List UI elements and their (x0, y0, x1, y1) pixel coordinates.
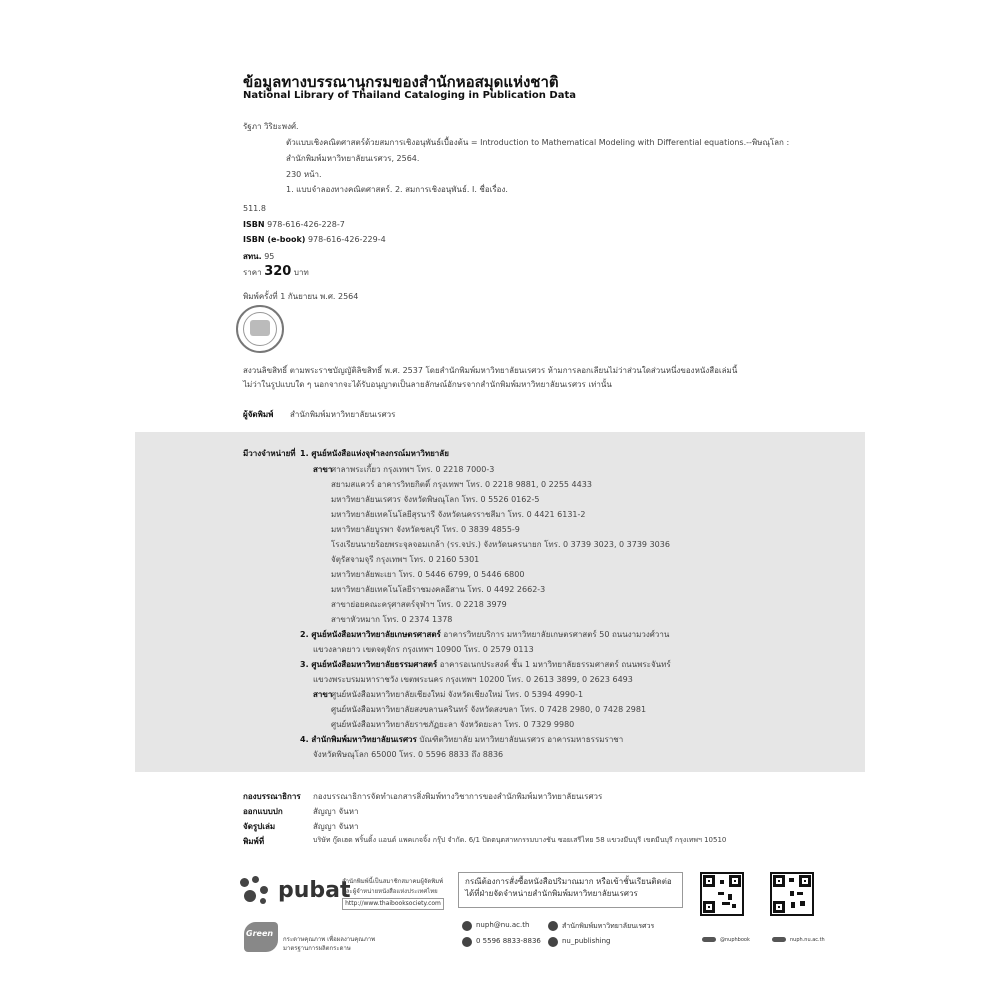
branch-3-1: ศูนย์หนังสือมหาวิทยาลัยสงขลานครินทร์ จังหวัดสงขลา โทร. 0 7428 2980, 0 7428 2981 (331, 705, 647, 714)
distributor-1-branch-label: สาขา (313, 465, 333, 474)
pubat-logo (240, 872, 351, 912)
printer-value: บริษัท กู๊ดเฮด พริ้นติ้ง แอนด์ แพคเกจจิ้ง กรุ๊ป จำกัด. 6/1 ปิตตนุตสาหกรรมบางชัน ซอยเสรีไทย 58 แขวงมีนบุรี เขตมีนบุรี กรุงเทพฯ 10510 (313, 836, 727, 844)
branch-1-6: จัตุรัสจามจุรี กรุงเทพฯ โทร. 0 2160 5301 (331, 555, 480, 564)
email-icon (462, 921, 472, 931)
isbn-value: 978-616-426-228-7 (267, 220, 345, 229)
cover-design-label: ออกแบบปก (243, 807, 283, 816)
layout-value: สัญญา จันหา (313, 822, 359, 831)
branch-1-3: มหาวิทยาลัยเทคโนโลยีสุรนารี จังหวัดนครราชสีมา โทร. 0 4421 6131-2 (331, 510, 586, 519)
web-badge-icon (772, 937, 786, 942)
line-qr-code-icon[interactable] (700, 872, 744, 916)
branch-1-8: มหาวิทยาลัยเทคโนโลยีราชมงคลอีสาน โทร. 0 4492 2662-3 (331, 585, 546, 594)
branch-3-0: ศูนย์หนังสือมหาวิทยาลัยเชียงใหม่ จังหวัดเชียงใหม่ โทร. 0 5394 4990-1 (331, 690, 584, 699)
pubat-note-line2: และผู้จำหน่ายหนังสือแห่งประเทศไทย (342, 888, 438, 895)
phone-icon (462, 937, 472, 947)
distribution-label: มีวางจำหน่ายที่ (243, 449, 296, 458)
isbn-line (243, 220, 345, 229)
branch-1-9: สาขาย่อยคณะครุศาสตร์จุฬาฯ โทร. 0 2218 3979 (331, 600, 507, 609)
pubat-logo-icon (240, 876, 274, 908)
cip-title-english: National Library of Thailand Cataloging in Publication Data (243, 90, 576, 101)
catalog-classification: 511.8 (243, 204, 266, 213)
distributor-2-name: 2. ศูนย์หนังสือมหาวิทยาลัยเกษตรศาสตร์ (300, 630, 441, 639)
facebook-icon (548, 921, 558, 931)
branch-1-0: ศาลาพระเกี้ยว กรุงเทพฯ โทร. 0 2218 7000-3 (331, 465, 495, 474)
pubat-logo-text: pubat (278, 878, 351, 903)
isbn-label: ISBN (243, 220, 265, 229)
publisher-label: ผู้จัดพิมพ์ (243, 410, 274, 419)
qr2-caption: nuph.nu.ac.th (790, 937, 825, 943)
distributor-4-address: บัณฑิตวิทยาลัย มหาวิทยาลัยนเรศวร อาคารมหาธรรมราชา (419, 735, 624, 744)
university-seal-icon (236, 305, 284, 353)
distributor-3 (300, 658, 671, 671)
distributor-3-address-2: แขวงพระบรมมหาราชวัง เขตพระนคร กรุงเทพฯ 10200 โทร. 0 2613 3899, 0 2623 6493 (313, 675, 633, 684)
branch-1-4: มหาวิทยาลัยบูรพา จังหวัดชลบุรี โทร. 0 3839 4855-9 (331, 525, 520, 534)
catalog-author: รัฐภา วิริยะพงศ์. (243, 122, 299, 131)
sakhon-value: 95 (264, 252, 275, 261)
sakhon-label: สทน. (243, 252, 262, 261)
price-label: ราคา (243, 268, 262, 277)
distributor-2 (300, 628, 669, 641)
layout-label: จัดรูปเล่ม (243, 822, 276, 831)
cover-design-value: สัญญา จันหา (313, 807, 359, 816)
edition-line: พิมพ์ครั้งที่ 1 กันยายน พ.ศ. 2564 (243, 292, 359, 301)
price-unit: บาท (293, 268, 309, 277)
contact-instagram[interactable]: nu_publishing (562, 937, 611, 945)
catalog-title-line2: สำนักพิมพ์มหาวิทยาลัยนเรศวร, 2564. (286, 154, 420, 163)
distributor-2-address-2: แขวงลาดยาว เขตจตุจักร กรุงเทพฯ 10900 โทร. 0 2579 0113 (313, 645, 534, 654)
instagram-icon (548, 937, 558, 947)
cip-title-thai: ข้อมูลทางบรรณานุกรมของสำนักหอสมุดแห่งชาติ (243, 73, 559, 91)
green-note-line1: กระดาษคุณภาพ เพื่อผลงานคุณภาพ (283, 936, 376, 943)
qr1-caption: @nuphbook (720, 937, 750, 943)
distributor-3-address: อาคารอเนกประสงค์ ชั้น 1 มหาวิทยาลัยธรรมศาสตร์ ถนนพระจันทร์ (439, 660, 671, 669)
printer-label: พิมพ์ที่ (243, 837, 265, 846)
price-value: 320 (264, 264, 292, 279)
editorial-label: กองบรรณาธิการ (243, 792, 301, 801)
distributor-3-branch-label: สาขา (313, 690, 333, 699)
green-read-logo-text: Green (246, 929, 274, 938)
branch-3-2: ศูนย์หนังสือมหาวิทยาลัยราชภัฏยะลา จังหวัดยะลา โทร. 0 7329 9980 (331, 720, 575, 729)
pubat-note-line1: สำนักพิมพ์นี้เป็นสมาชิกสมาคมผู้จัดพิมพ์ (342, 878, 444, 885)
publisher-value: สำนักพิมพ์มหาวิทยาลัยนเรศวร (290, 410, 396, 419)
contact-facebook[interactable]: สำนักพิมพ์มหาวิทยาลัยนเรศวร (562, 922, 655, 930)
isbn-ebook-line (243, 235, 386, 244)
bulk-order-notice: กรณีต้องการสั่งซื้อหนังสือปริมาณมาก หรือเข้าชั้นเรียนติดต่อได้ที่ฝ่ายจัดจำหน่ายสำนักพิมพ์มหาวิทยาลัยนเรศวร (458, 872, 683, 908)
green-read-logo (244, 922, 278, 952)
copyright-line1: สงวนลิขสิทธิ์ ตามพระราชบัญญัติลิขสิทธิ์ พ.ศ. 2537 โดยสำนักพิมพ์มหาวิทยาลัยนเรศวร ห้ามการลอกเลียนไม่ว่าส่วนใดส่วนหนึ่งของหนังสือเล่มนี้ (243, 366, 738, 375)
isbn-ebook-label: ISBN (e-book) (243, 235, 306, 244)
distributor-4-address-2: จังหวัดพิษณุโลก 65000 โทร. 0 5596 8833 ถึง 8836 (313, 750, 504, 759)
branch-1-2: มหาวิทยาลัยนเรศวร จังหวัดพิษณุโลก โทร. 0 5526 0162-5 (331, 495, 540, 504)
distributor-1-name: 1. ศูนย์หนังสือแห่งจุฬาลงกรณ์มหาวิทยาลัย (300, 449, 449, 458)
distributor-2-address: อาคารวิทยบริการ มหาวิทยาลัยเกษตรศาสตร์ 50 ถนนงามวงศ์วาน (443, 630, 670, 639)
copyright-line2: ไม่ว่าในรูปแบบใด ๆ นอกจากจะได้รับอนุญาตเป็นลายลักษณ์อักษรจากสำนักพิมพ์มหาวิทยาลัยนเรศวร เท่านั้น (243, 380, 612, 389)
catalog-pages: 230 หน้า. (286, 170, 322, 179)
catalog-subjects: 1. แบบจำลองทางคณิตศาสตร์. 2. สมการเชิงอนุพันธ์. I. ชื่อเรื่อง. (286, 185, 508, 194)
branch-1-5: โรงเรียนนายร้อยพระจุลจอมเกล้า (รร.จปร.) จังหวัดนครนายก โทร. 0 3739 3023, 0 3739 3036 (331, 540, 670, 549)
website-qr-code-icon[interactable] (770, 872, 814, 916)
price-line (243, 264, 309, 279)
contact-email[interactable]: nuph@nu.ac.th (476, 921, 530, 929)
distributor-4 (300, 733, 623, 746)
contact-phone[interactable]: 0 5596 8833-8836 (476, 937, 541, 945)
branch-1-1: สยามสแควร์ อาคารวิทยกิตติ์ กรุงเทพฯ โทร. 0 2218 9881, 0 2255 4433 (331, 480, 592, 489)
pubat-url[interactable]: http://www.thaibooksociety.com (342, 898, 444, 910)
sakhon-line (243, 250, 274, 263)
line-badge-icon (702, 937, 716, 942)
editorial-value: กองบรรณาธิการจัดทำเอกสารสิ่งพิมพ์ทางวิชาการของสำนักพิมพ์มหาวิทยาลัยนเรศวร (313, 792, 603, 801)
branch-1-10: สาขาหัวหมาก โทร. 0 2374 1378 (331, 615, 453, 624)
branch-1-7: มหาวิทยาลัยพะเยา โทร. 0 5446 6799, 0 5446 6800 (331, 570, 525, 579)
isbn-ebook-value: 978-616-426-229-4 (307, 235, 386, 244)
green-note-line2: มาตรฐานการผลิตกระดาษ (283, 945, 351, 952)
distributor-3-name: 3. ศูนย์หนังสือมหาวิทยาลัยธรรมศาสตร์ (300, 660, 438, 669)
distributor-4-name: 4. สำนักพิมพ์มหาวิทยาลัยนเรศวร (300, 735, 417, 744)
catalog-title-line1: ตัวแบบเชิงคณิตศาสตร์ด้วยสมการเชิงอนุพันธ์เบื้องต้น = Introduction to Mathematical Modeling with Differential equations.--พิษณุโลก : (286, 138, 790, 147)
